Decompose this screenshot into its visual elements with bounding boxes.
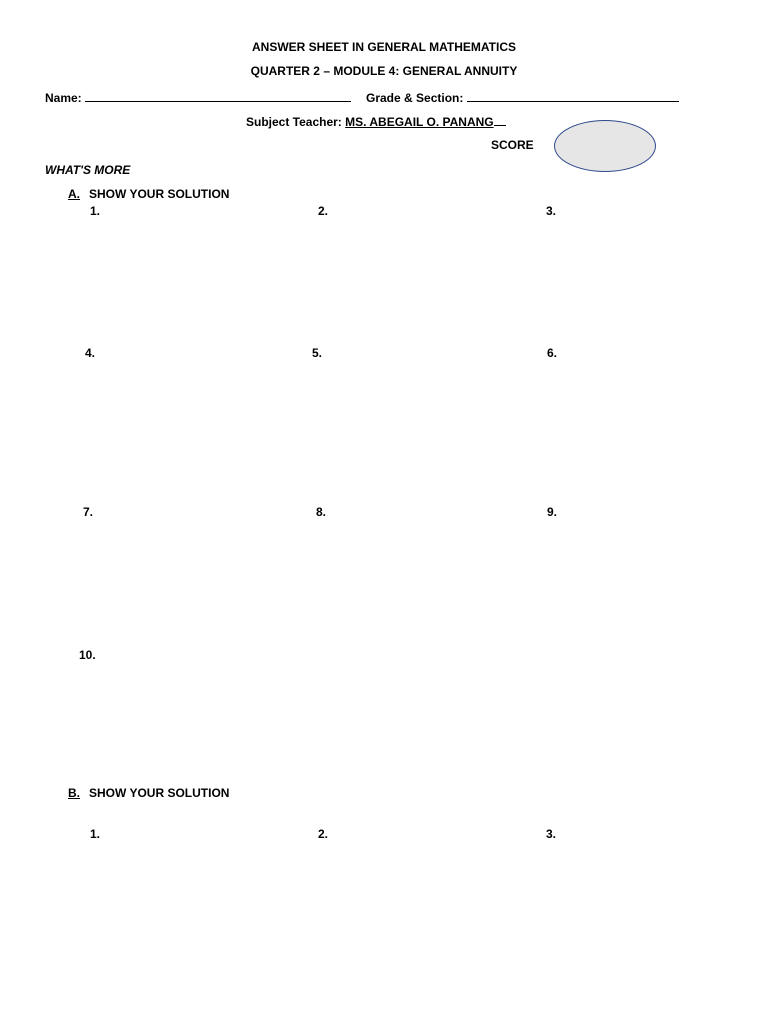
teacher-name-underline xyxy=(494,113,506,126)
teacher-name: MS. ABEGAIL O. PANANG xyxy=(345,115,494,129)
name-blank[interactable] xyxy=(85,89,351,102)
part-b-heading xyxy=(68,786,229,800)
part-a-instruction: SHOW YOUR SOLUTION xyxy=(89,187,230,201)
part-a-letter: A. xyxy=(68,187,80,201)
part-a-item-1: 1. xyxy=(90,204,101,218)
part-b-instruction: SHOW YOUR SOLUTION xyxy=(89,786,230,800)
score-label: SCORE xyxy=(491,138,534,152)
document-title: ANSWER SHEET IN GENERAL MATHEMATICS xyxy=(251,40,516,54)
score-oval[interactable] xyxy=(554,120,656,172)
part-a-item-2: 2. xyxy=(318,204,329,218)
part-a-item-6: 6. xyxy=(547,346,558,360)
teacher-row xyxy=(246,113,506,129)
part-b-letter: B. xyxy=(68,786,80,800)
part-b-item-3: 3. xyxy=(546,827,557,841)
part-b-item-1: 1. xyxy=(90,827,101,841)
teacher-label: Subject Teacher: xyxy=(246,115,342,129)
part-a-item-9: 9. xyxy=(547,505,558,519)
name-row xyxy=(45,89,351,105)
section-heading: WHAT'S MORE xyxy=(45,163,131,177)
part-a-item-8: 8. xyxy=(316,505,327,519)
part-a-item-4: 4. xyxy=(85,346,96,360)
part-a-item-7: 7. xyxy=(83,505,94,519)
part-b-item-2: 2. xyxy=(318,827,329,841)
grade-section-blank[interactable] xyxy=(467,89,679,102)
part-a-item-5: 5. xyxy=(312,346,323,360)
document-subtitle: QUARTER 2 – MODULE 4: GENERAL ANNUITY xyxy=(250,64,518,78)
part-a-item-3: 3. xyxy=(546,204,557,218)
name-label: Name: xyxy=(45,91,82,105)
grade-section-label: Grade & Section: xyxy=(366,91,464,105)
grade-row xyxy=(366,89,679,105)
part-a-heading xyxy=(68,187,229,201)
part-a-item-10: 10. xyxy=(79,648,96,662)
